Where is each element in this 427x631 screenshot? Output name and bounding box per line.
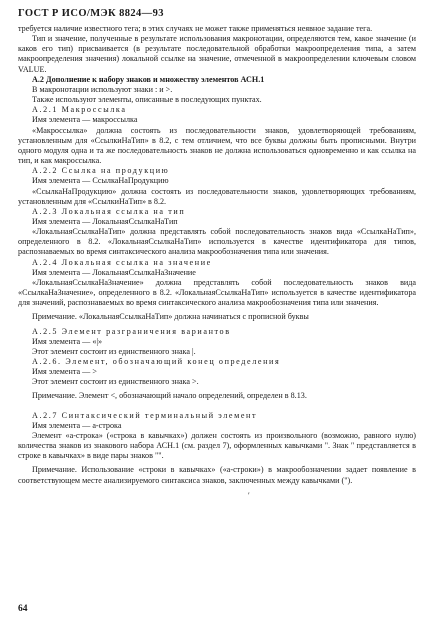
note: Примечание. Элемент <, обозначающий начало определений, определен в 8.13. [32, 391, 307, 401]
section-heading: A.2 Дополнение к набору знаков и множеству элементов АСН.1 [32, 74, 265, 84]
subsection-heading: A.2.5 Элемент разграничения вариантов [32, 326, 231, 336]
paragraph: «Макроссылка» должна состоять из последовательности знаков, удовлетворяющей требованиям, установленным для «СсылкиНаТип» в 8.2, с тем отличием, что все буквы должны быть прописными. Внутри одного модуля одна и та же последовательность знаков не должна использоваться одновременно и как ссылка на тип, и как макроссылка. [18, 125, 416, 166]
element-name: Имя элемента — макроссылка [32, 115, 138, 125]
paragraph: Также используют элементы, описанные в последующих пунктах. [32, 95, 262, 105]
element-name: Имя элемента — > [32, 367, 97, 377]
note: Примечание. «ЛокальнаяСсылкаНаТип» должна начинаться с прописной буквы [32, 312, 309, 322]
paragraph: «ЛокальнаяСсылкаНаЗначение» должна представлять собой последовательность знаков вида «СсылкаНаЗначение», определенного в 8.2. «ЛокальнаяСсылкаНаТип» используется в качестве идентификатора для значений, распознаваемых во время синтаксического анализа макрообозначения типа или значения. [18, 277, 416, 308]
page-number: 64 [18, 604, 28, 614]
subsection-heading: A.2.3 Локальная ссылка на тип [32, 206, 186, 216]
paragraph: Элемент «а-строка» («строка в кавычках») должен состоять из произвольного (возможно, равного нулю) количества знаков из знакового набора АСН.1 (см. раздел 7), оформленных кавычками ". Знак " представляется в строке в кавычках» в виде пары знаков "". [18, 430, 416, 461]
paragraph: «СсылкаНаПродукцию» должна состоять из последовательности знаков, удовлетворяющих требованиям, установленным для «СсылкиНаТип» в 8.2. [18, 186, 416, 206]
element-name: Имя элемента — ЛокальнаяСсылкаНаЗначение [32, 267, 196, 277]
page-header: ГОСТ Р ИСО/МЭК 8824—93 [18, 8, 164, 19]
element-name: Имя элемента — ЛокальнаяСсылкаНаТип [32, 216, 178, 226]
paragraph: Тип и значение, полученные в результате использования макронотации, определяются тем, какое значение (и каков его тип) присваивается (в результате последовательной обработки макроопределения типа, а затем макроопределения значения) локальной ссылке на значение, отмеченной в макроопределении ключевым словом VALUE. [18, 34, 416, 74]
paragraph: Этот элемент состоит из единственного знака >. [32, 377, 199, 387]
subsection-heading: A.2.4 Локальная ссылка на значение [32, 257, 212, 267]
tick-mark: ʹ [248, 491, 250, 500]
paragraph: «ЛокальнаяСсылкаНаТип» должна представлять собой последовательность знаков вида «СсылкаНаТип», определенного в 8.2. «ЛокальнаяСсылкаНаТип» используется в качестве идентификатора для типов, распознаваемых во время синтаксического анализа макрообозначения типа или значения. [18, 227, 416, 257]
subsection-heading: A.2.2 Ссылка на продукцию [32, 166, 170, 176]
element-name: Имя элемента — СсылкаНаПродукцию [32, 176, 169, 186]
element-name: Имя элемента — а-строка [32, 420, 122, 430]
subsection-heading: A.2.7 Синтаксический терминальный элемент [32, 410, 258, 420]
paragraph: требуется наличие известного тега; в этих случаях не может также применяться неявное задание тега. [18, 24, 373, 33]
subsection-heading: A.2.1 Макроссылка [32, 105, 127, 115]
subsection-heading: A.2.6. Элемент, обозначающий конец определения [32, 357, 281, 366]
note: Примечание. Использование «строки в кавычках» («а-строки») в макрообозначении задает появление в соответствующем месте анализируемого синтаксиса знаков, заключенных между кавычками ("). [18, 465, 416, 485]
document-body [18, 24, 416, 486]
paragraph: Этот элемент состоит из единственного знака |. [32, 346, 196, 356]
paragraph: В макронотации используют знаки : и >. [32, 84, 173, 94]
element-name: Имя элемента — «|» [32, 336, 103, 346]
